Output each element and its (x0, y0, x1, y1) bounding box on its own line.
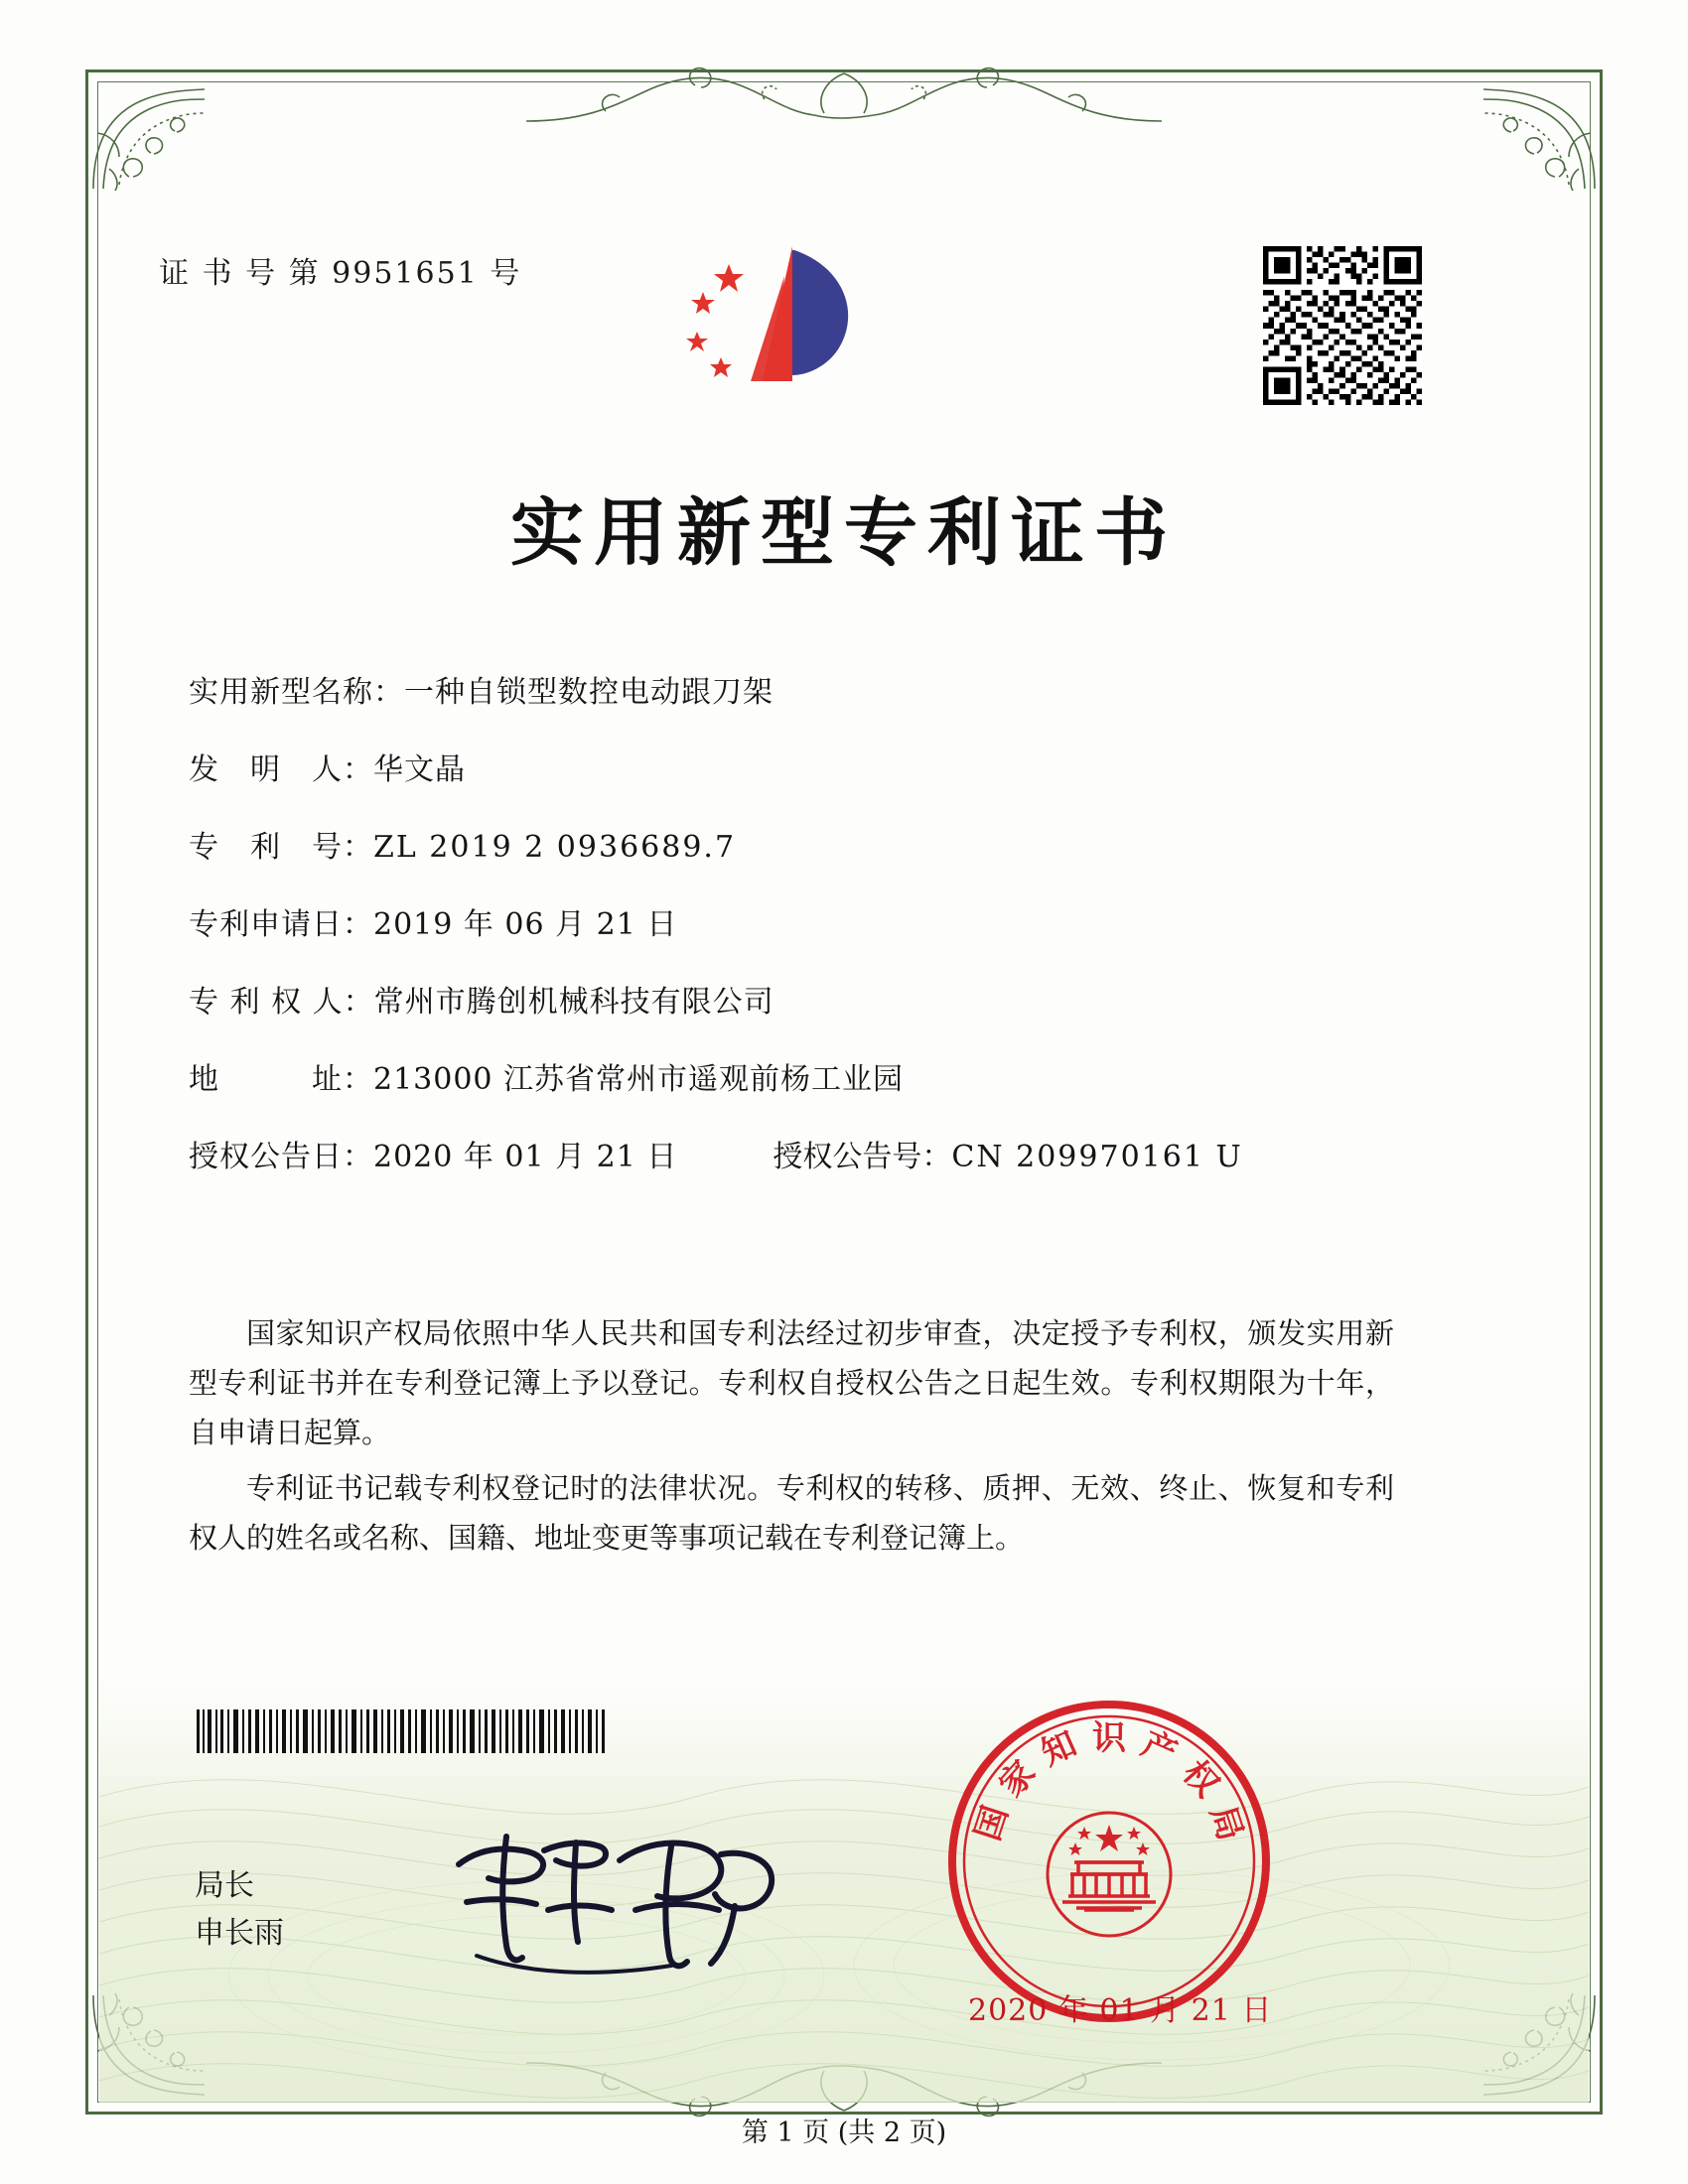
corner-ornament-icon (89, 73, 209, 193)
cnipa-logo-icon (667, 236, 906, 410)
paragraph-2: 专利证书记载专利权登记时的法律状况。专利权的转移、质押、无效、终止、恢复和专利权人的姓名或名称、国籍、地址变更等事项记载在专利登记簿上。 (189, 1471, 1394, 1555)
signature-block (195, 1862, 284, 1958)
corner-ornament-icon (1479, 73, 1599, 193)
field-value: 常州市腾创机械科技有限公司 (373, 985, 774, 1020)
field-value: 华文晶 (373, 752, 466, 787)
field-address (189, 1054, 1479, 1132)
handwritten-signature-icon (437, 1807, 794, 1985)
field-label: 地 址： (189, 1062, 373, 1097)
field-utility-model-name (189, 667, 1479, 745)
field-value: ZL 2019 2 0936689.7 (373, 830, 737, 865)
grant-date-value: 2020 年 01 月 21 日 (373, 1140, 678, 1174)
page-title: 实用新型专利证书 (510, 490, 1178, 576)
field-inventor (189, 745, 1479, 822)
svg-text:权: 权 (1174, 1753, 1227, 1806)
field-application-date (189, 899, 1479, 977)
seal-date: 2020 年 01 月 21 日 (968, 1993, 1273, 2028)
grant-number-value: CN 209970161 U (951, 1140, 1243, 1174)
field-value: 一种自锁型数控电动跟刀架 (404, 675, 774, 710)
field-label: 专 利 权 人： (189, 985, 374, 1020)
field-value: 213000 江苏省常州市遥观前杨工业园 (373, 1062, 905, 1097)
grant-number-label: 授权公告号： (773, 1141, 952, 1173)
svg-text:识: 识 (1092, 1718, 1126, 1758)
svg-text:国: 国 (967, 1801, 1017, 1846)
svg-text:局: 局 (1201, 1801, 1251, 1846)
barcode-icon (195, 1709, 612, 1753)
svg-text:家: 家 (991, 1753, 1045, 1806)
field-label: 发 明 人： (189, 752, 373, 787)
signature-title: 局长 (195, 1868, 254, 1903)
field-grant-announcement (189, 1132, 1479, 1209)
legal-text (189, 1308, 1394, 1569)
field-patent-number (189, 822, 1479, 899)
certificate-number: 证 书 号 第 9951651 号 (159, 256, 522, 291)
qr-code-icon (1263, 246, 1422, 405)
field-label: 专利申请日： (189, 907, 373, 942)
field-value: 2019 年 06 月 21 日 (373, 907, 678, 942)
field-label: 专 利 号： (189, 830, 373, 865)
paragraph-1: 国家知识产权局依照中华人民共和国专利法经过初步审查，决定授予专利权，颁发实用新型专利证书并在专利登记簿上予以登记。专利权自授权公告之日起生效。专利权期限为十年，自申请日起算。 (189, 1316, 1394, 1449)
field-list (189, 667, 1479, 1209)
grant-date-label: 授权公告日： (189, 1140, 373, 1174)
svg-text:知: 知 (1035, 1723, 1083, 1774)
field-label: 实用新型名称： (189, 675, 404, 710)
svg-text:产: 产 (1135, 1723, 1184, 1774)
official-seal-icon (945, 1698, 1273, 2025)
top-ornament-icon (526, 66, 1162, 135)
page-footer: 第 1 页 (共 2 页) (741, 2117, 947, 2148)
field-patentee (189, 977, 1479, 1054)
signature-name: 申长雨 (195, 1916, 284, 1951)
